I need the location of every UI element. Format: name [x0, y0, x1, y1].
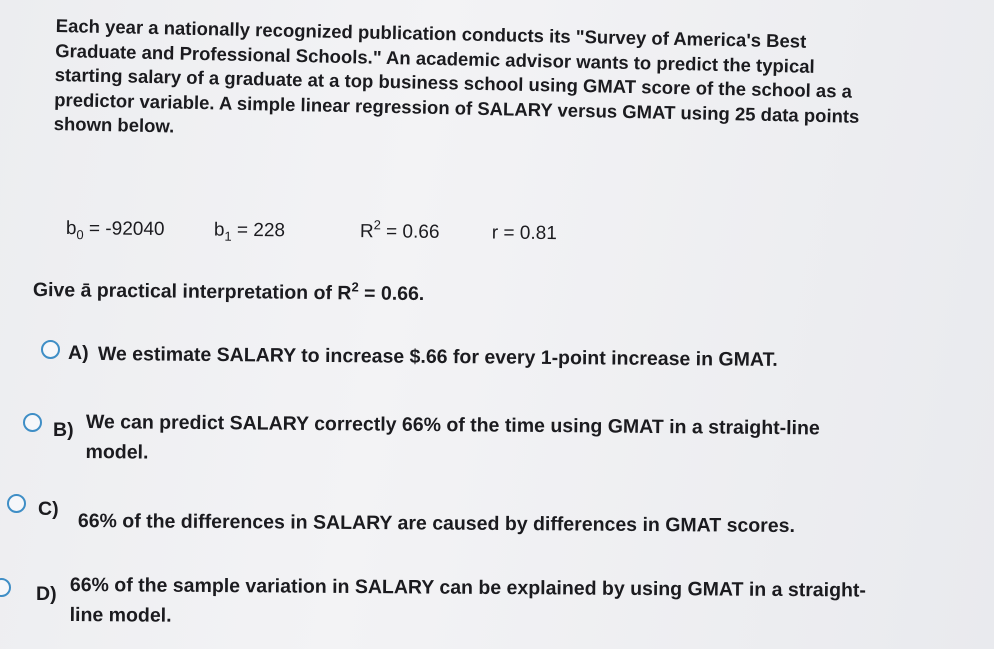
- question-stem: Each year a nationally recognized publication conducts its "Survey of America's Best Graduate and Professional Schools." An academic advisor wants to predict the typical starting salary of a graduate at a top business school using GMAT score of the school as a predictor variable. A simple linear regression of SALARY versus GMAT using 25 data points shown below.: [53, 14, 860, 137]
- b0-stat: $b_0 = -92040$: [65, 218, 165, 243]
- radio-option-b[interactable]: [23, 413, 42, 432]
- option-a-text: We estimate SALARY to increase $.66 for every 1-point increase in GMAT.: [97, 342, 778, 371]
- r-stat: r = 0.81: [491, 222, 557, 245]
- option-a-letter: A): [68, 342, 89, 364]
- r-squared-stat: $R^2 = 0.66$: [359, 217, 440, 243]
- option-b-text: We can predict SALARY correctly 66% of the time using GMAT in a straight-line model.: [85, 410, 820, 464]
- question-prompt: Give ā practical interpretation of $R^2 = 0.66$.: [32, 279, 425, 306]
- option-d-letter: D): [36, 583, 57, 605]
- radio-option-d[interactable]: [0, 578, 11, 597]
- radio-option-c[interactable]: [7, 494, 26, 513]
- option-b-letter: B): [53, 419, 74, 441]
- radio-option-a[interactable]: [41, 340, 60, 359]
- b1-stat: $b_1 = 228$: [213, 219, 286, 244]
- option-d-text: 66% of the sample variation in SALARY can be explained by using GMAT in a straight-line model.: [69, 573, 866, 627]
- option-c-letter: C): [38, 498, 59, 520]
- option-c-text: 66% of the differences in SALARY are caused by differences in GMAT scores.: [77, 509, 795, 538]
- regression-stats: [66, 218, 626, 254]
